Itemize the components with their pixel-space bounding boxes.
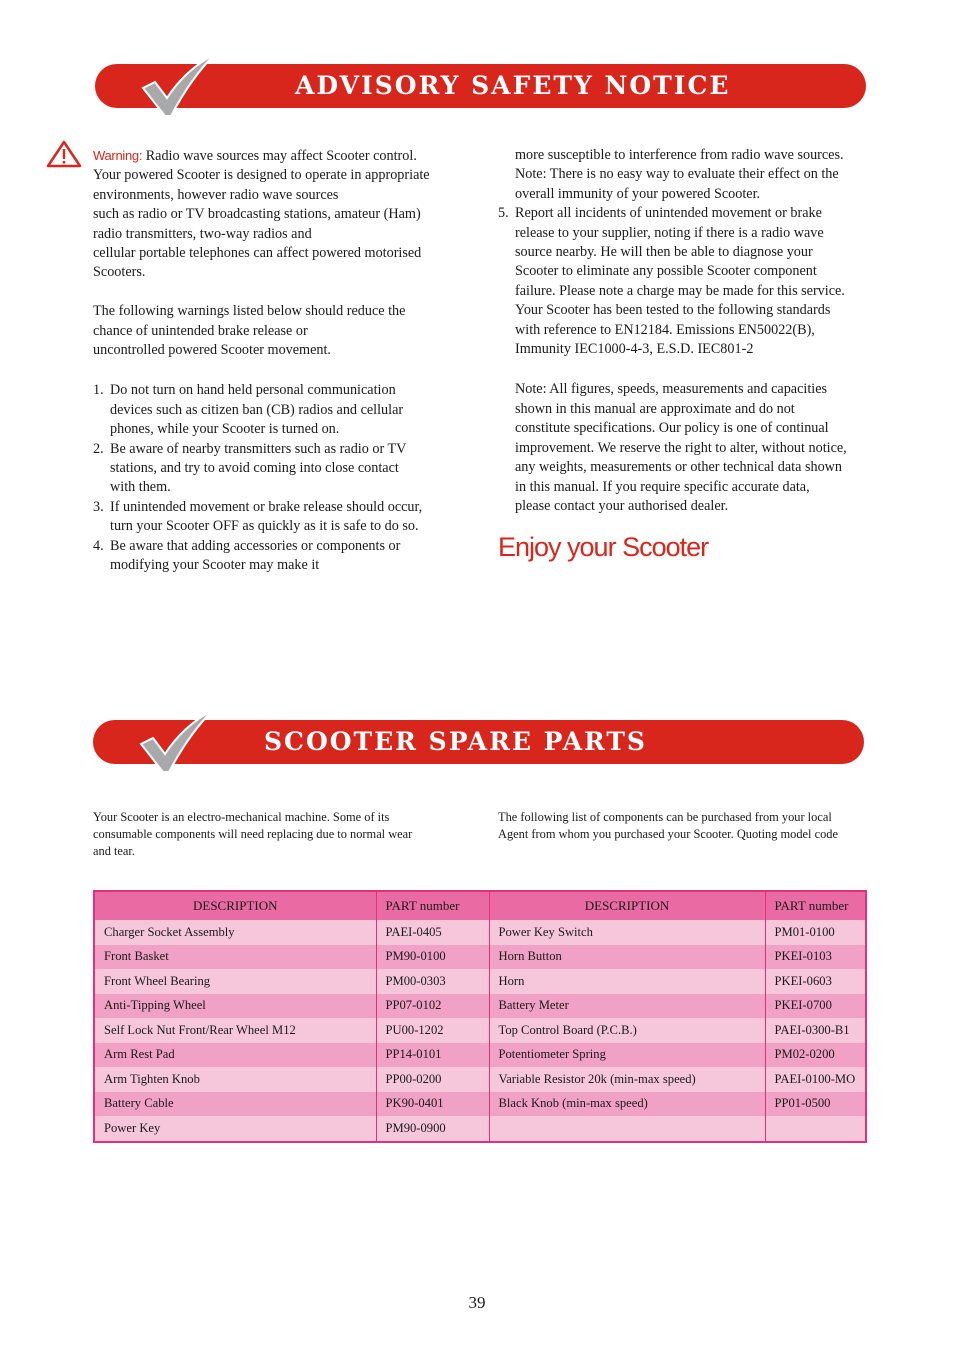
list-item xyxy=(93,537,463,576)
table-cell: PM01-0100 xyxy=(765,920,866,945)
list-line: failure. Please note a charge may be made for this service. xyxy=(515,282,845,299)
checkmark-icon xyxy=(139,708,219,774)
list-line: phones, while your Scooter is turned on. xyxy=(110,421,340,438)
list-item xyxy=(93,381,463,439)
continuation-line: more susceptible to interference from radio wave sources. xyxy=(515,147,844,163)
enjoy-heading: Enjoy your Scooter xyxy=(498,532,709,562)
list-line: stations, and try to avoid coming into close contact xyxy=(110,460,399,477)
list-line: Your Scooter has been tested to the following standards xyxy=(515,302,831,319)
table-cell: Black Knob (min-max speed) xyxy=(489,1092,765,1117)
table-cell: Anti-Tipping Wheel xyxy=(94,994,376,1019)
table-cell: PKEI-0103 xyxy=(765,945,866,970)
table-row xyxy=(94,920,866,945)
intro-line: Agent from whom you purchased your Scooter. Quoting model code xyxy=(498,827,838,842)
intro-line: consumable components will need replacing due to normal wear xyxy=(93,827,413,842)
table-row xyxy=(94,1092,866,1117)
note-paragraph xyxy=(498,380,878,516)
list-item xyxy=(498,204,878,359)
list-item xyxy=(93,440,463,498)
advisory-right-column xyxy=(498,146,878,516)
table-cell: Potentiometer Spring xyxy=(489,1043,765,1068)
warning-list xyxy=(93,381,463,575)
list-line: source nearby. He will then be able to diagnose your xyxy=(515,244,813,261)
intro-line: and tear. xyxy=(93,844,135,859)
warning-list-continued xyxy=(498,204,878,359)
table-row xyxy=(94,1018,866,1043)
list-line: Be aware that adding accessories or components or xyxy=(110,537,401,554)
warning-label: Warning: xyxy=(93,148,143,163)
continuation-paragraph xyxy=(498,146,878,204)
warning-line: radio transmitters, two-way radios and xyxy=(93,225,312,242)
list-line: Do not turn on hand held personal communication xyxy=(110,382,396,399)
table-cell: Battery Meter xyxy=(489,994,765,1019)
table-cell: Horn xyxy=(489,969,765,994)
table-cell: Front Wheel Bearing xyxy=(94,969,376,994)
table-cell: Arm Rest Pad xyxy=(94,1043,376,1068)
table-cell: Power Key xyxy=(94,1116,376,1142)
continuation-line: overall immunity of your powered Scooter. xyxy=(515,185,761,202)
intro-paragraph xyxy=(93,302,463,360)
list-line: devices such as citizen ban (CB) radios and cellular xyxy=(110,401,404,418)
table-row xyxy=(94,945,866,970)
list-number: 3. xyxy=(93,498,104,515)
note-line: any weights, measurements or other technical data shown xyxy=(515,459,842,476)
table-cell: PAEI-0100-MO xyxy=(765,1067,866,1092)
table-cell: PP14-0101 xyxy=(376,1043,489,1068)
intro-line: uncontrolled powered Scooter movement. xyxy=(93,342,331,359)
table-row xyxy=(94,969,866,994)
note-line: constitute specifications. Our policy is one of continual xyxy=(515,420,829,437)
column-header: DESCRIPTION xyxy=(94,891,376,920)
warning-line: cellular portable telephones can affect powered motorised xyxy=(93,245,422,262)
table-cell: Arm Tighten Knob xyxy=(94,1067,376,1092)
table-cell: PP00-0200 xyxy=(376,1067,489,1092)
table-cell: Variable Resistor 20k (min-max speed) xyxy=(489,1067,765,1092)
warning-line: such as radio or TV broadcasting stations, amateur (Ham) xyxy=(93,206,421,223)
list-line: turn your Scooter OFF as quickly as it is safe to do so. xyxy=(110,518,419,535)
table-cell: PAEI-0405 xyxy=(376,920,489,945)
note-line: shown in this manual are approximate and do not xyxy=(515,400,795,417)
list-line: Be aware of nearby transmitters such as radio or TV xyxy=(110,440,407,457)
list-number: 5. xyxy=(498,205,509,222)
list-item xyxy=(93,498,463,537)
table-cell: PM90-0100 xyxy=(376,945,489,970)
warning-line: Radio wave sources may affect Scooter control. xyxy=(142,148,417,164)
table-cell: Self Lock Nut Front/Rear Wheel M12 xyxy=(94,1018,376,1043)
note-line: Note: All figures, speeds, measurements and capacities xyxy=(515,381,828,398)
table-row xyxy=(94,1043,866,1068)
checkmark-icon xyxy=(141,52,221,118)
warning-triangle-icon xyxy=(46,140,82,168)
list-line: Immunity IEC1000-4-3, E.S.D. IEC801-2 xyxy=(515,341,754,358)
list-number: 4. xyxy=(93,537,104,554)
column-header: PART number xyxy=(376,891,489,920)
table-cell: PP01-0500 xyxy=(765,1092,866,1117)
table-cell: Charger Socket Assembly xyxy=(94,920,376,945)
table-cell: PU00-1202 xyxy=(376,1018,489,1043)
table-cell: PK90-0401 xyxy=(376,1092,489,1117)
warning-line: Your powered Scooter is designed to operate in appropriate xyxy=(93,167,430,184)
note-line: in this manual. If you require specific accurate data, xyxy=(515,478,810,495)
table-cell: PM00-0303 xyxy=(376,969,489,994)
table-header-row xyxy=(94,891,866,920)
table-cell: PAEI-0300-B1 xyxy=(765,1018,866,1043)
table-row xyxy=(94,994,866,1019)
warning-paragraph xyxy=(93,146,463,283)
list-number: 1. xyxy=(93,382,104,399)
spare-parts-title: SCOOTER SPARE PARTS xyxy=(264,727,647,756)
spare-parts-table xyxy=(93,890,867,1143)
list-line: with reference to EN12184. Emissions EN50022(B), xyxy=(515,321,815,338)
table-cell: PP07-0102 xyxy=(376,994,489,1019)
intro-line: Your Scooter is an electro-mechanical machine. Some of its xyxy=(93,810,390,824)
list-line: modifying your Scooter may make it xyxy=(110,557,320,574)
intro-line: chance of unintended brake release or xyxy=(93,322,308,339)
list-line: If unintended movement or brake release should occur, xyxy=(110,498,423,515)
list-number: 2. xyxy=(93,440,104,457)
table-cell: Horn Button xyxy=(489,945,765,970)
table-cell: PM02-0200 xyxy=(765,1043,866,1068)
column-header: PART number xyxy=(765,891,866,920)
note-line: please contact your authorised dealer. xyxy=(515,497,729,514)
page-number: 39 xyxy=(468,1293,486,1312)
table-cell: PKEI-0603 xyxy=(765,969,866,994)
list-line: release to your supplier, noting if there is a radio wave xyxy=(515,224,824,241)
table-cell: Battery Cable xyxy=(94,1092,376,1117)
table-row xyxy=(94,1116,866,1142)
table-cell: Power Key Switch xyxy=(489,920,765,945)
advisory-left-column xyxy=(93,146,463,576)
list-line: Report all incidents of unintended movement or brake xyxy=(515,205,822,222)
note-line: improvement. We reserve the right to alter, without notice, xyxy=(515,439,847,456)
table-cell xyxy=(765,1116,866,1142)
list-line: Scooter to eliminate any possible Scooter component xyxy=(515,263,817,280)
table-cell: Front Basket xyxy=(94,945,376,970)
list-line: with them. xyxy=(110,479,171,496)
spare-parts-intro-left xyxy=(93,809,473,861)
table-cell: Top Control Board (P.C.B.) xyxy=(489,1018,765,1043)
table-cell xyxy=(489,1116,765,1142)
warning-line: Scooters. xyxy=(93,264,146,281)
spare-parts-intro-right xyxy=(498,809,878,843)
warning-line: environments, however radio wave sources xyxy=(93,186,339,203)
column-header: DESCRIPTION xyxy=(489,891,765,920)
table-cell: PM90-0900 xyxy=(376,1116,489,1142)
intro-line: The following list of components can be purchased from your local xyxy=(498,810,832,824)
table-cell: PKEI-0700 xyxy=(765,994,866,1019)
advisory-title: ADVISORY SAFETY NOTICE xyxy=(295,71,731,100)
continuation-line: Note: There is no easy way to evaluate their effect on the xyxy=(515,166,839,183)
intro-line: The following warnings listed below should reduce the xyxy=(93,303,406,320)
table-row xyxy=(94,1067,866,1092)
